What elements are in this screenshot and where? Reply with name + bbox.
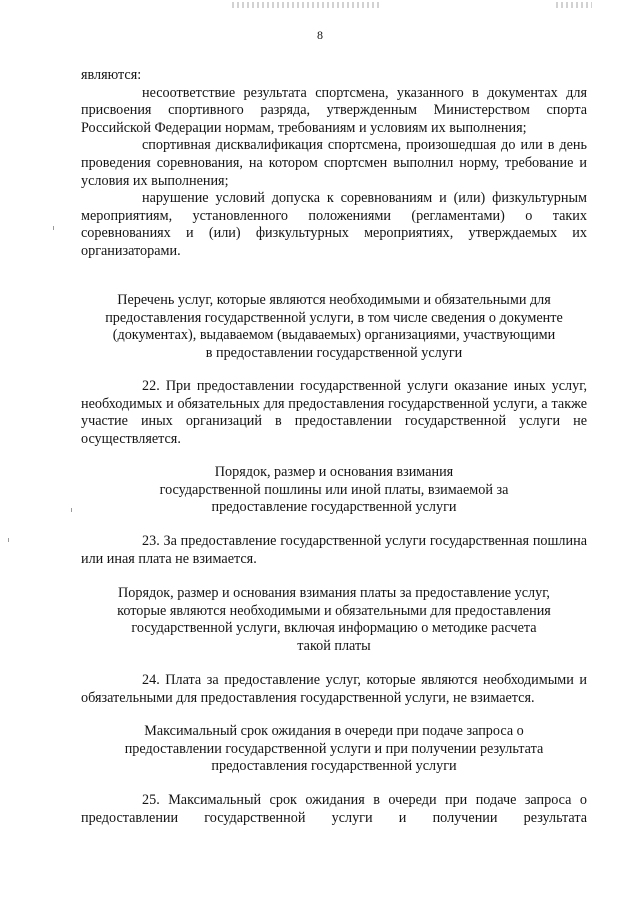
heading-line: (документах), выдаваемом (выдаваемых) организациями, участвующими — [112, 327, 556, 344]
scan-speck — [53, 226, 54, 230]
paragraph-criterion-3: нарушение условий допуска к соревнованиям и (или) физкультурным мероприятиям, установленного положениями (регламентами) о таких соревнованиях и (или) физкультурных мероприятиях, утверждаемых их организаторами. — [81, 190, 587, 259]
heading-line: государственной пошлины или иной платы, взимаемой за — [159, 481, 509, 498]
section-heading-service-fee — [81, 585, 587, 655]
heading-line: такой платы — [297, 637, 371, 654]
text-block-22 — [81, 378, 587, 448]
paragraph-23: 23. За предоставление государственной услуги государственная пошлина или иная плата не взимается. — [81, 533, 587, 567]
section-heading-state-fee — [81, 464, 587, 517]
paragraph-22: 22. При предоставлении государственной услуги оказание иных услуг, необходимых и обязательных для предоставления государственной услуги, а также участие иных организаций в предоставлении государственной услуги не осуществляется. — [81, 378, 587, 447]
paragraph-criterion-2: спортивная дисквалификация спортсмена, произошедшая до или в день проведения соревнования, на котором спортсмен выполнил норму, требование и условия их выполнения; — [81, 137, 587, 189]
text-block-25 — [81, 792, 587, 827]
scan-speck — [71, 508, 72, 512]
heading-line: государственной услуги, включая информацию о методике расчета — [131, 620, 537, 637]
heading-line: Порядок, размер и основания взимания — [214, 464, 454, 480]
heading-line: предоставление государственной услуги — [211, 499, 457, 516]
section-heading-required-services — [81, 292, 587, 362]
heading-line: предоставлении государственной услуги и при получении результата — [124, 740, 544, 757]
heading-line: предоставления государственной услуги — [211, 758, 457, 775]
paragraph-24: 24. Плата за предоставление услуг, которые являются необходимыми и обязательными для предоставления государственной услуги, не взимается. — [81, 672, 587, 706]
scan-artifact — [232, 2, 382, 8]
page-number: 8 — [317, 28, 323, 42]
text-block-criteria — [81, 67, 587, 261]
heading-line: Порядок, размер и основания взимания платы за предоставление услуг, — [118, 585, 550, 601]
paragraph-intro: являются: — [81, 67, 142, 83]
paragraph-25: 25. Максимальный срок ожидания в очереди при подаче запроса о предоставлении государственной услуги и получении результата — [81, 792, 587, 826]
heading-line: которые являются необходимыми и обязательными для предоставления — [117, 602, 551, 619]
text-block-23 — [81, 533, 587, 568]
text-block-24 — [81, 672, 587, 707]
section-heading-queue-time — [81, 723, 587, 776]
scan-artifact — [556, 2, 592, 8]
heading-line: Максимальный срок ожидания в очереди при подаче запроса о — [144, 723, 524, 739]
heading-line: в предоставлении государственной услуги — [205, 344, 463, 361]
scan-speck — [8, 538, 9, 542]
heading-line: Перечень услуг, которые являются необходимыми и обязательными для — [117, 292, 551, 308]
heading-line: предоставления государственной услуги, в том числе сведения о документе — [105, 309, 563, 326]
paragraph-criterion-1: несоответствие результата спортсмена, указанного в документах для присвоения спортивного разряда, утвержденным Министерством спорта Российской Федерации нормам, требованиям и условиям их выполнения; — [81, 84, 587, 136]
